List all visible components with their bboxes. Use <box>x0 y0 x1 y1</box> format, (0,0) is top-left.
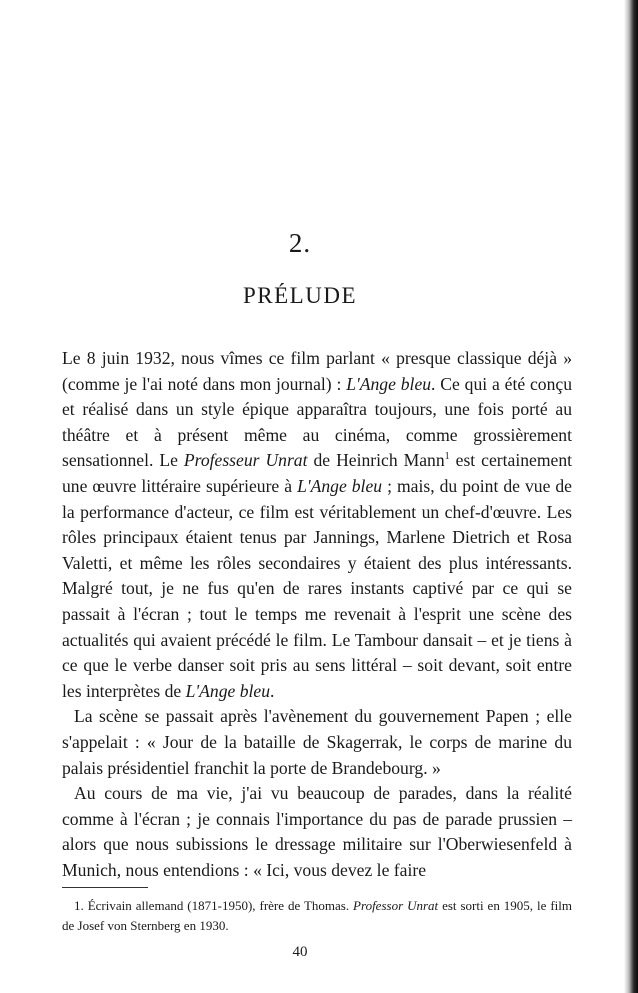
text-run: ; mais, du point de vue de la performance d'acteur, ce film est véritablement un chef-d'œuvre. Les rôles principaux étaient tenus par Jannings, Marlene Dietrich et Rosa Valetti, et même les rôles secondaires y étaient des plus intéressants. Malgré tout, je ne fus qu'en de rares instants captivé par ce qui se passait à l'écran ; tout le temps me revenait à l'esprit une scène des actualités qui avaient précédé le film. Le Tambour dansait – et je tiens à ce que le verbe danser soit pris au sens littéral – soit devant, soit entre les interprètes de <box>62 475 572 701</box>
paragraph <box>62 346 572 704</box>
page-number: 40 <box>292 944 308 960</box>
text-run: est sorti en 1905, le film de Josef von Sternberg en 1930. <box>62 898 572 933</box>
chapter-number: 2. <box>288 228 312 258</box>
italic-title: L'Ange bleu <box>185 680 270 701</box>
paragraph <box>62 781 572 883</box>
text-run: Le 8 juin 1932, nous vîmes ce film parlant « presque classique déjà » (comme je l'ai noté dans mon journal) : <box>62 348 572 394</box>
text-run: . <box>270 680 275 701</box>
footnote-separator <box>62 887 148 888</box>
text-run: de Heinrich Mann <box>307 450 445 471</box>
text-run: . Ce qui a été conçu et réalisé dans un style épique apparaîtra toujours, une fois porté au théâtre et à présent même au cinéma, comme grossièrement sensationnel. Le <box>62 373 572 471</box>
text-run: La scène se passait après l'avènement du gouvernement Papen ; elle s'appelait : « Jour de la bataille de Skagerrak, le corps de marine du palais présidentiel franchit la porte de Brandebourg. » <box>62 706 572 778</box>
italic-title: L'Ange bleu <box>346 373 432 394</box>
text-run: est certainement une œuvre littéraire supérieure à <box>62 450 573 496</box>
text-run: 1. Écrivain allemand (1871-1950), frère de Thomas. <box>74 898 354 913</box>
footnote-text <box>62 896 572 936</box>
paragraph <box>62 704 572 781</box>
text-run: Au cours de ma vie, j'ai vu beaucoup de parades, dans la réalité comme à l'écran ; je connais l'importance du pas de parade prussien – alors que nous subissions le dressage militaire sur l'Oberwiesenfeld à Munich, nous entendions : « Ici, vous devez le faire <box>62 783 572 880</box>
footnote <box>62 896 572 936</box>
footnote-marker: 1 <box>444 451 450 463</box>
scan-binding-edge <box>624 0 638 993</box>
body-text <box>62 346 572 883</box>
chapter-title: PRÉLUDE <box>243 283 357 308</box>
italic-title: Professeur Unrat <box>183 450 308 471</box>
italic-title: L'Ange bleu <box>297 475 383 496</box>
italic-title: Professor Unrat <box>353 898 439 913</box>
